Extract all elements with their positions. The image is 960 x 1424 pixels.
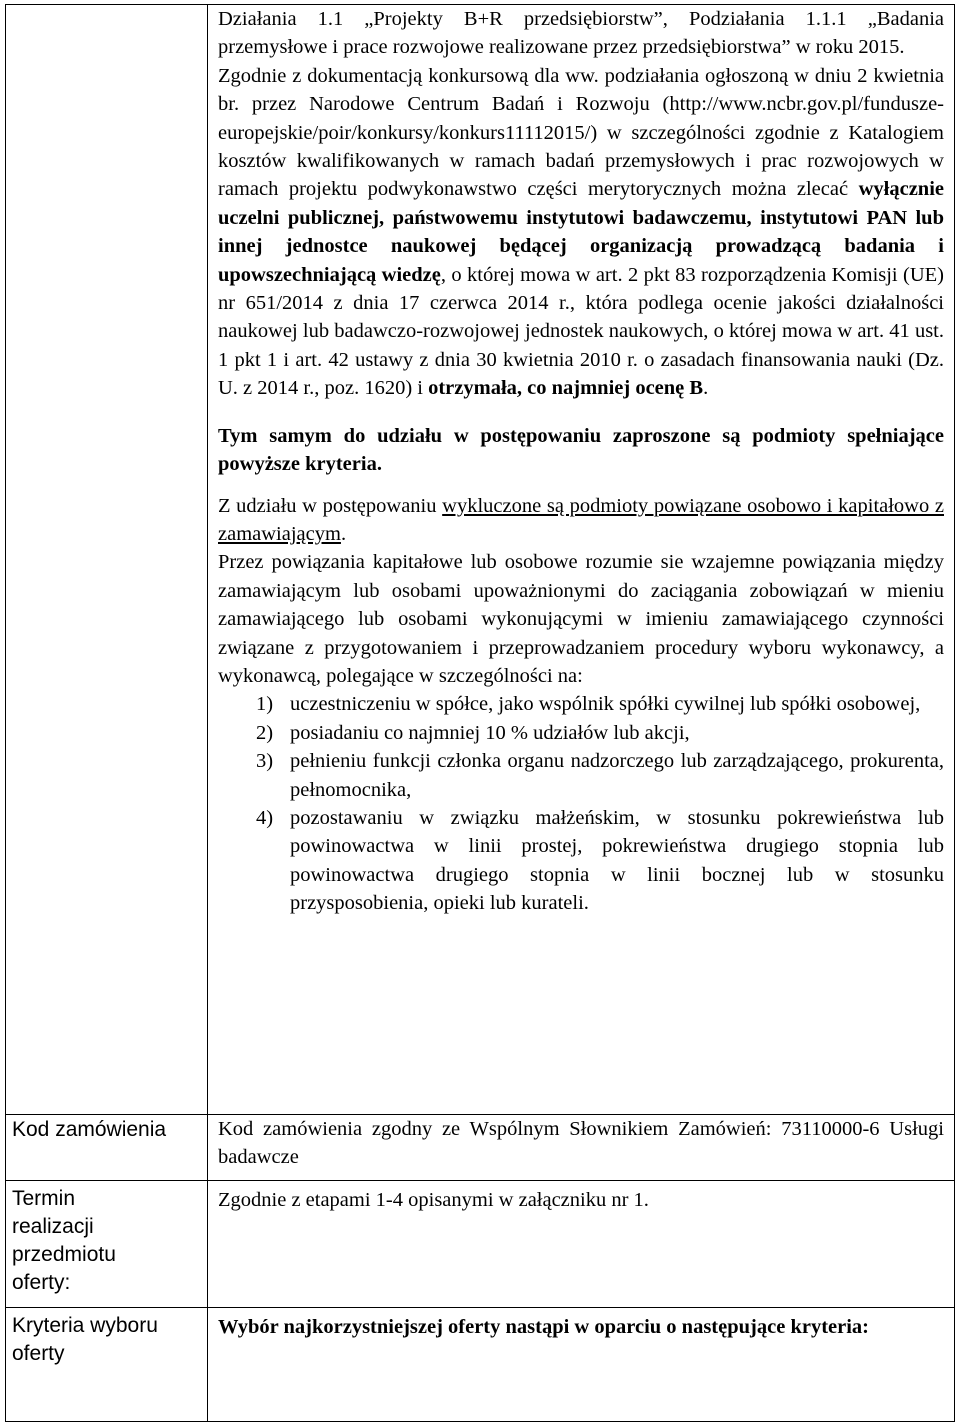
exclusion-paragraph: Z udziału w postępowaniu wykluczone są podmioty powiązane osobowo i kapitałowo z zamawiającym. [218, 494, 944, 545]
list-item: 4) pozostawaniu w związku małżeńskim, w stosunku pokrewieństwa lub powinowactwa w linii prostej, pokrewieństwa drugiego stopnia lub powinowactwa drugiego stopnia w linii bocznej lub w stosunku przysposobienia, opieki lub kurateli. [256, 806, 944, 915]
order-code-label: Kod zamówienia [12, 1118, 167, 1141]
list-item: 1) uczestniczeniu w spółce, jako wspólnik spółki cywilnej lub spółki osobowej, [256, 693, 921, 716]
criteria-text: Wybór najkorzystniejszej oferty nastąpi w oparciu o następujące kryteria: [218, 1316, 869, 1338]
relations-paragraph: Przez powiązania kapitałowe lub osobowe rozumie sie wzajemne powiązania między zamawiającym lub osobami upoważnionymi do zaciągania zobowiązań w mieniu zamawiającego lub osobami wykonującymi w imieniu zamawiającego czynności związane z przygotowaniem i przeprowadzaniem procedury wyboru wykonawcy, a wykonawcą, polegające w szczególności na: [218, 551, 944, 687]
list-item: 3) pełnieniu funkcji członka organu nadzorczego lub zarządzającego, prokurenta, pełnomocnika, [256, 750, 944, 801]
action-paragraph: Działania 1.1 „Projekty B+R przedsiębiorstw”, Podziałania 1.1.1 „Badania przemysłowe i prace rozwojowe realizowane przez przedsiębiorstwa” w roku 2015. [218, 8, 944, 59]
list-item: 2) posiadaniu co najmniej 10 % udziałów lub akcji, [256, 721, 690, 744]
criteria-label: Kryteria wyboru oferty [12, 1314, 158, 1365]
subcontracting-paragraph: Zgodnie z dokumentacją konkursową dla ww. podziałania ogłoszoną w dniu 2 kwietnia br. przez Narodowe Centrum Badań i Rozwoju (http://www.ncbr.gov.pl/fundusze-europejskie/poir/konkursy/konkurs11112015/) w szczególności zgodnie z Katalogiem kosztów kwalifikowanych w ramach badań przemysłowych i prac rozwojowych w ramach projektu podwykonawstwo części merytorycznych można zlecać wyłącznie uczelni publicznej, państwowemu instytutowi badawczemu, instytutowi PAN lub innej jednostce naukowej będącej organizacją prowadzącą badania i upowszechniającą wiedzę, o której mowa w art. 2 pkt 83 rozporządzenia Komisji (UE) nr 651/2014 z dnia 17 czerwca 2014 r., która podlega ocenie jakości działalności naukowej lub badawczo-rozwojowej jednostek naukowych, o której mowa w art. 41 ust. 1 pkt 1 i art. 42 ustawy z dnia 30 kwietnia 2010 r. o zasadach finansowania nauki (Dz. U. z 2014 r., poz. 1620) i otrzymała, co najmniej ocenę B. [218, 64, 944, 400]
requirements-cell [218, 5, 944, 918]
deadline-text: Zgodnie z etapami 1-4 opisanymi w załączniku nr 1. [218, 1189, 649, 1211]
row-divider [6, 1307, 954, 1308]
relations-list [218, 690, 944, 917]
deadline-label: Termin realizacji przedmiotu oferty: [12, 1187, 116, 1294]
invitation-paragraph: Tym samym do udziału w postępowaniu zaproszone są podmioty spełniające powyższe kryteria. [218, 424, 944, 476]
column-divider [207, 5, 208, 1421]
order-code-text: Kod zamówienia zgodny ze Wspólnym Słownikiem Zamówień: 73110000-6 Usługi badawcze [218, 1118, 944, 1169]
row-divider [6, 1180, 954, 1181]
